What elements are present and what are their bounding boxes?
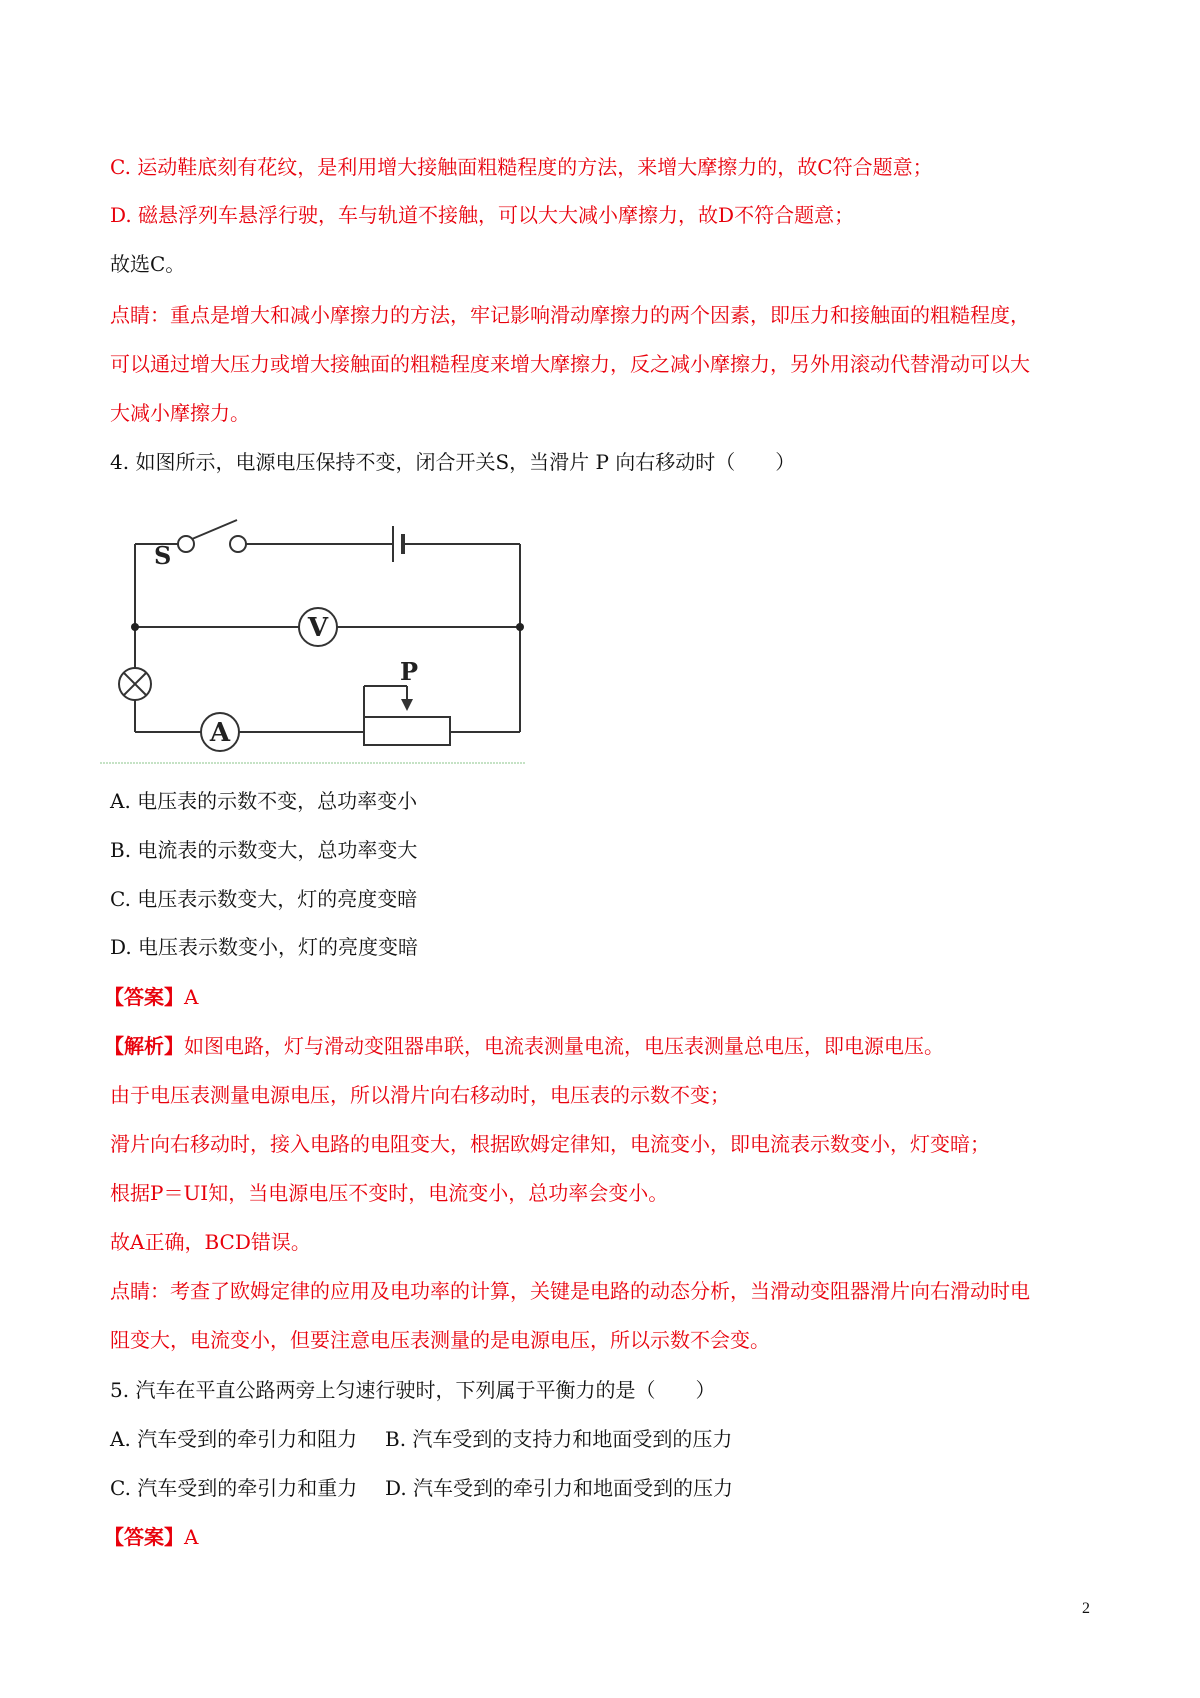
q4-analysis-line-3: 滑片向右移动时，接入电路的电阻变大，根据欧姆定律知，电流变小，即电流表示数变小，灯变暗； [110, 1132, 990, 1156]
q5-answer-tag: 【答案】 [104, 1525, 184, 1549]
q4-comment-line-2: 阻变大，电流变小，但要注意电压表测量的是电源电压，所以示数不会变。 [110, 1328, 770, 1352]
junction-dot-left [131, 623, 139, 631]
q4-analysis-line-1 [104, 1032, 1094, 1060]
q5-answer [104, 1523, 1094, 1551]
ammeter-label: A [209, 718, 231, 748]
battery-symbol [393, 526, 403, 562]
q3-comment-line-1: 点睛：重点是增大和减小摩擦力的方法，牢记影响滑动摩擦力的两个因素，即压力和接触面的粗糙程度， [110, 303, 1030, 327]
q3-option-d-explanation: D. 磁悬浮列车悬浮行驶，车与轨道不接触，可以大大减小摩擦力，故D不符合题意； [110, 203, 855, 227]
q3-option-c-explanation: C. 运动鞋底刻有花纹，是利用增大接触面粗糙程度的方法，来增大摩擦力的，故C符合题意； [110, 155, 933, 179]
q4-answer-value: A [184, 985, 199, 1009]
q4-analysis-text-1: 如图电路，灯与滑动变阻器串联，电流表测量电流，电压表测量总电压，即电源电压。 [184, 1034, 944, 1058]
q4-option-a: A. 电压表的示数不变，总功率变小 [110, 789, 418, 813]
q5-answer-value: A [184, 1525, 199, 1549]
q4-analysis-line-2: 由于电压表测量电源电压，所以滑片向右移动时，电压表的示数不变； [110, 1083, 730, 1107]
q4-stem: 4. 如图所示，电源电压保持不变，闭合开关S，当滑片 P 向右移动时（ ） [110, 450, 796, 474]
rheostat-symbol [364, 717, 450, 745]
q4-analysis-line-5: 故A正确，BCD错误。 [110, 1230, 311, 1254]
q5-stem: 5. 汽车在平直公路两旁上匀速行驶时，下列属于平衡力的是（ ） [110, 1378, 716, 1402]
q3-choice: 故选C。 [110, 252, 186, 276]
q5-option-d: D. 汽车受到的牵引力和地面受到的压力 [385, 1476, 734, 1500]
q5-option-c: C. 汽车受到的牵引力和重力 [110, 1476, 358, 1500]
q5-option-a: A. 汽车受到的牵引力和阻力 [110, 1427, 358, 1451]
switch-label: S [154, 541, 172, 570]
switch-symbol [178, 520, 246, 552]
q5-options-row-1 [110, 1425, 1100, 1453]
slider-arrow-icon [401, 699, 413, 711]
q4-answer-tag: 【答案】 [104, 985, 184, 1009]
q4-option-c: C. 电压表示数变大，灯的亮度变暗 [110, 887, 418, 911]
junction-dot-right [516, 623, 524, 631]
circuit-diagram [100, 512, 530, 767]
slider-label: P [400, 657, 419, 686]
q4-analysis-line-4: 根据P＝UI知，当电源电压不变时，电流变小，总功率会变小。 [110, 1181, 669, 1205]
q4-comment-line-1: 点睛：考查了欧姆定律的应用及电功率的计算，关键是电路的动态分析，当滑动变阻器滑片向右滑动时电 [110, 1279, 1030, 1303]
lamp-symbol [119, 668, 151, 700]
q3-comment-line-3: 大减小摩擦力。 [110, 401, 250, 425]
q4-option-b: B. 电流表的示数变大，总功率变大 [110, 838, 418, 862]
q4-analysis-tag: 【解析】 [104, 1034, 184, 1058]
q4-answer [104, 983, 1094, 1011]
q5-option-b: B. 汽车受到的支持力和地面受到的压力 [385, 1427, 733, 1451]
q3-comment-line-2: 可以通过增大压力或增大接触面的粗糙程度来增大摩擦力，反之减小摩擦力，另外用滚动代替滑动可以大 [110, 352, 1030, 376]
q5-options-row-2 [110, 1474, 1100, 1502]
q4-option-d: D. 电压表示数变小，灯的亮度变暗 [110, 935, 419, 959]
page-number: 2 [1082, 1600, 1090, 1617]
voltmeter-label: V [307, 613, 329, 643]
